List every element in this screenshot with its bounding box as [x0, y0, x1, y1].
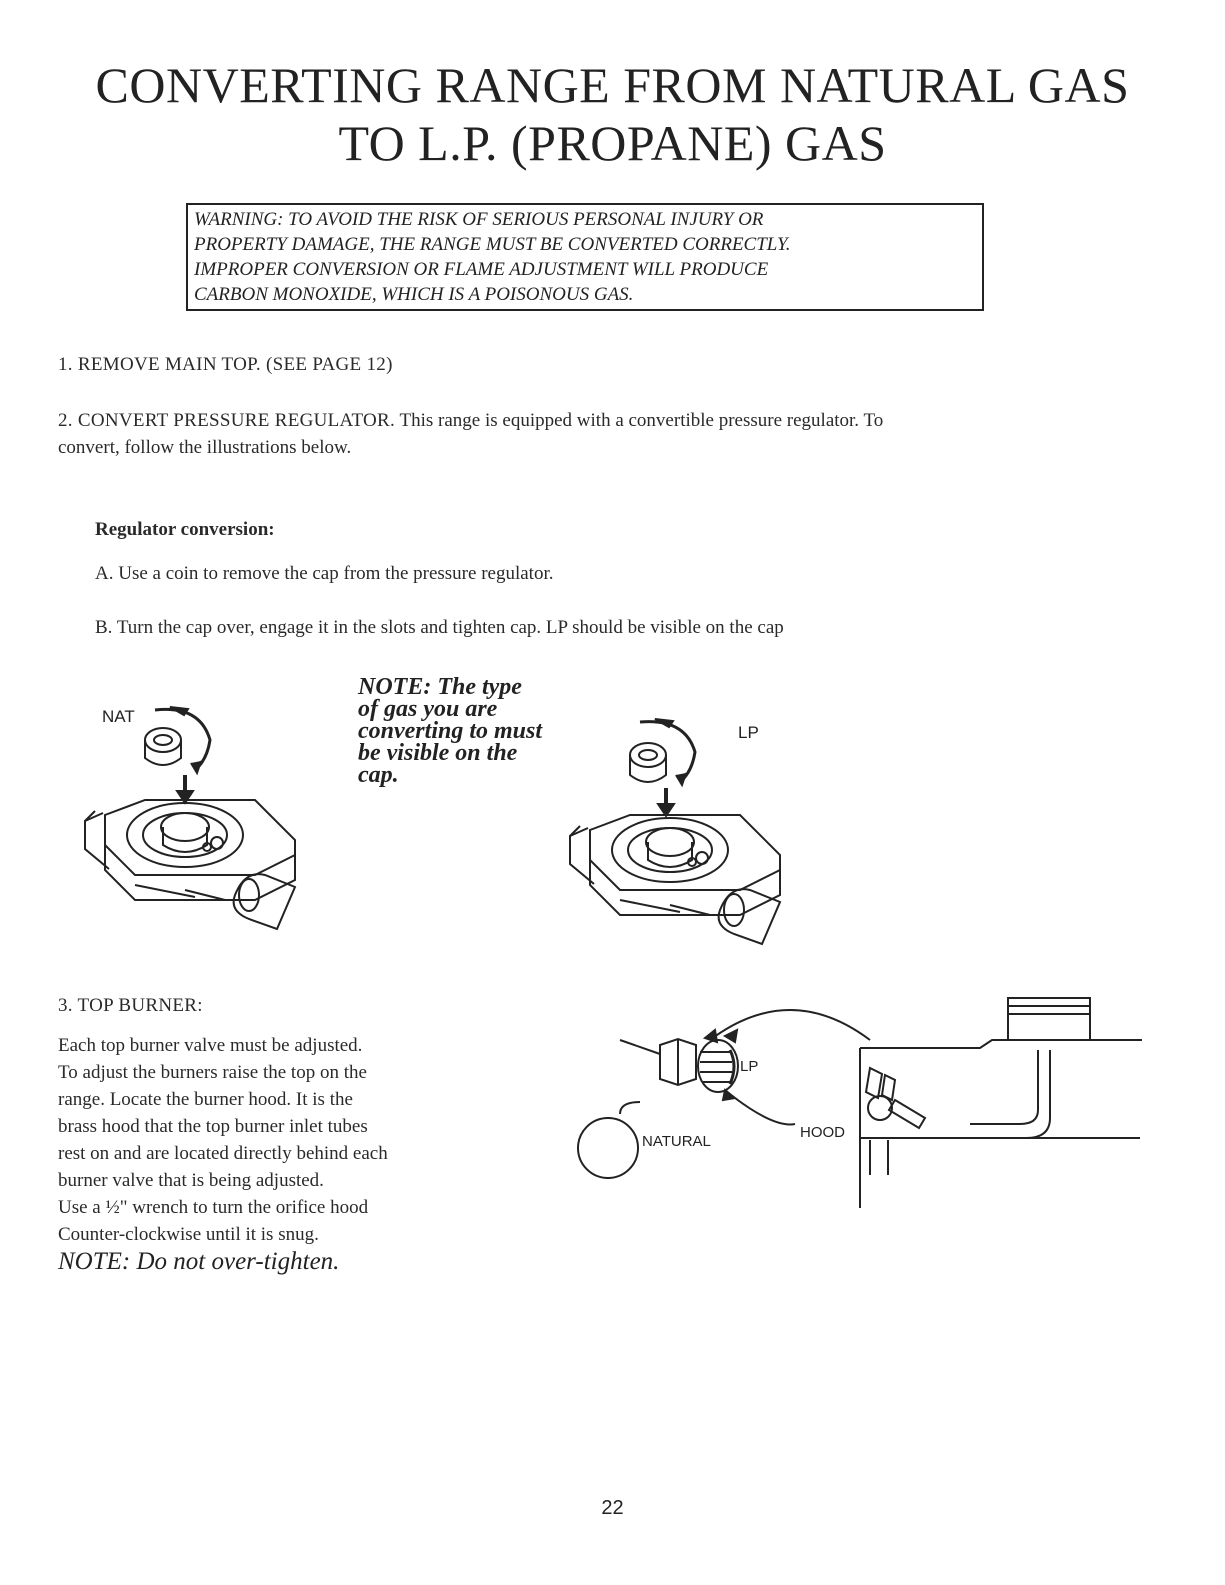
step3-line-8: Counter-clockwise until it is snug.	[58, 1224, 319, 1245]
regulator-heading: Regulator conversion:	[95, 519, 275, 540]
warning-line-1: WARNING: TO AVOID THE RISK OF SERIOUS PERSONAL INJURY OR	[194, 209, 764, 230]
burner-hood-illustration	[570, 990, 1150, 1220]
step3-heading: 3. TOP BURNER:	[58, 995, 203, 1016]
nat-label: NAT	[102, 707, 135, 726]
regulator-nat-illustration	[75, 695, 315, 965]
step2-text-1: This range is equipped with a convertible pressure regulator. To	[399, 410, 884, 431]
lp-small-label: LP	[740, 1058, 759, 1075]
regulator-step-a: A. Use a coin to remove the cap from the pressure regulator.	[95, 563, 554, 584]
step3-line-2: To adjust the burners raise the top on the	[58, 1062, 367, 1083]
note-cap-line-3: converting to must	[358, 718, 543, 744]
warning-line-2: PROPERTY DAMAGE, THE RANGE MUST BE CONVERTED CORRECTLY.	[194, 234, 791, 255]
regulator-step-b: B. Turn the cap over, engage it in the slots and tighten cap. LP should be visible on the cap	[95, 617, 784, 638]
step3-line-5: rest on and are located directly behind each	[58, 1143, 388, 1164]
note-cap-line-5: cap.	[358, 762, 399, 788]
note-cap	[358, 676, 542, 786]
note-cap-line-2: of gas you are	[358, 696, 498, 722]
page-title-line1: CONVERTING RANGE FROM NATURAL GAS	[95, 57, 1130, 113]
step2-text-2: convert, follow the illustrations below.	[58, 437, 352, 458]
step3-line-1: Each top burner valve must be adjusted.	[58, 1035, 363, 1056]
lp-label: LP	[738, 723, 759, 742]
warning-line-4: CARBON MONOXIDE, WHICH IS A POISONOUS GAS.	[194, 284, 634, 305]
page-number: 22	[601, 1497, 624, 1519]
page-title-line2: TO L.P. (PROPANE) GAS	[338, 115, 887, 171]
note-cap-line-1: NOTE: The type	[358, 674, 522, 700]
step3-line-3: range. Locate the burner hood. It is the	[58, 1089, 353, 1110]
step3-line-7: Use a ½" wrench to turn the orifice hood	[58, 1197, 369, 1218]
step2-heading: 2. CONVERT PRESSURE REGULATOR.	[58, 410, 396, 431]
warning-box	[186, 203, 984, 311]
regulator-lp-illustration	[560, 710, 800, 980]
step3-body	[58, 1032, 498, 1275]
step2-paragraph	[58, 408, 1178, 433]
note-cap-line-4: be visible on the	[358, 740, 518, 766]
natural-label: NATURAL	[642, 1133, 711, 1150]
step3-note: NOTE: Do not over-tighten.	[58, 1248, 340, 1275]
step3-line-4: brass hood that the top burner inlet tubes	[58, 1116, 368, 1137]
step1-heading: 1. REMOVE MAIN TOP. (SEE PAGE 12)	[58, 354, 393, 375]
hood-label: HOOD	[800, 1124, 845, 1141]
step3-line-6: burner valve that is being adjusted.	[58, 1170, 324, 1191]
warning-line-3: IMPROPER CONVERSION OR FLAME ADJUSTMENT WILL PRODUCE	[194, 259, 769, 280]
